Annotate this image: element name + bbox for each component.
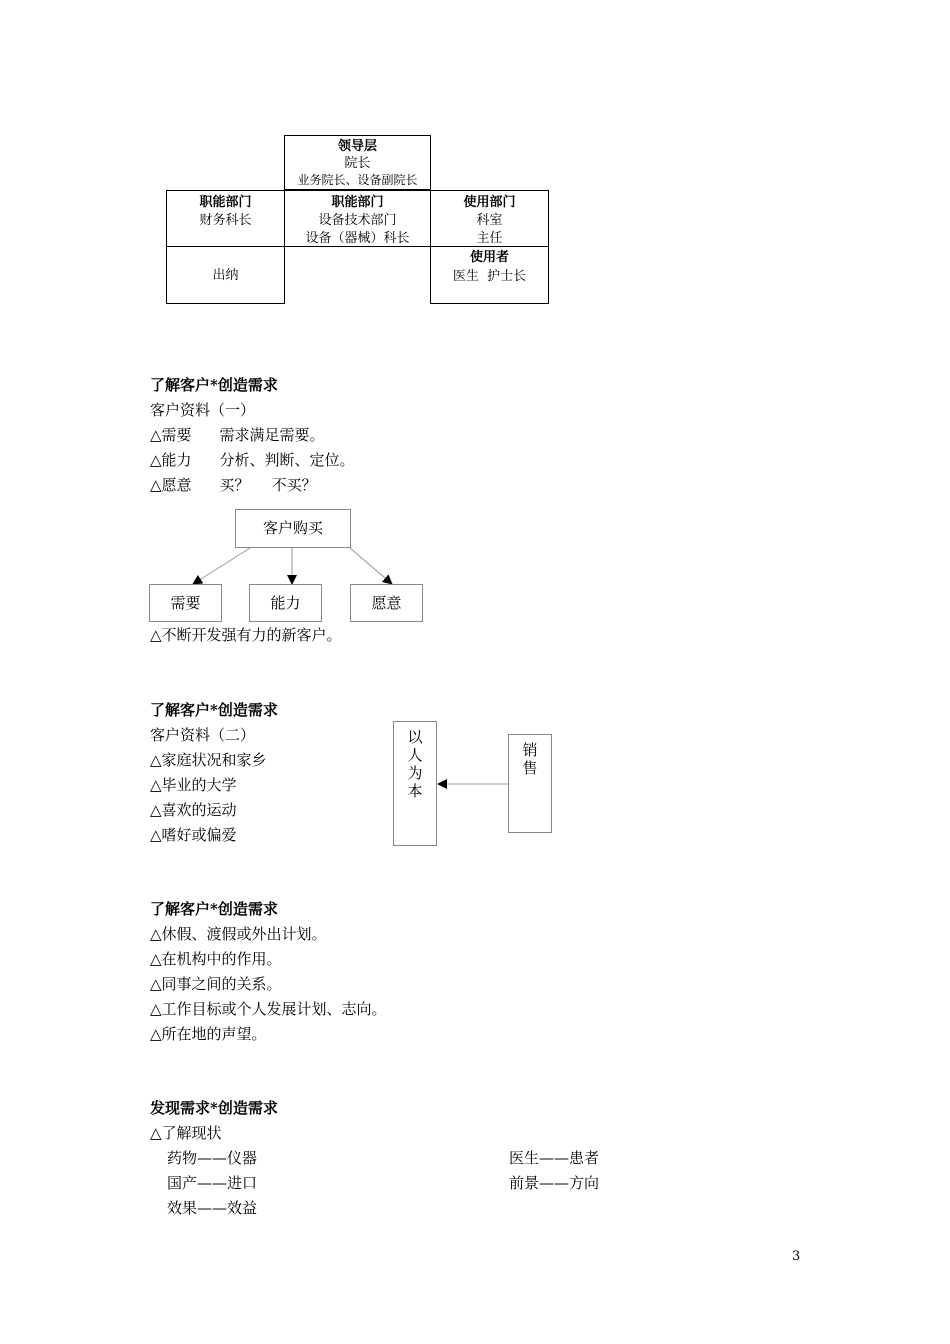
section1-item-label: △需要 — [150, 426, 192, 444]
ability-box: 能力 — [249, 584, 322, 622]
org-usage-line1: 科室 — [476, 213, 503, 228]
section2-item: △家庭状况和家乡 — [150, 751, 267, 769]
sales-text: 销售 — [522, 741, 538, 777]
section4-heading: 发现需求*创造需求 — [150, 1099, 278, 1117]
purchase-box: 客户购买 — [235, 509, 351, 548]
org-leadership-title: 领导层 — [337, 139, 377, 154]
section4-right-item: 前景——方向 — [509, 1174, 600, 1192]
section4-left-item: 药物——仪器 — [167, 1149, 258, 1167]
org-usage-title: 使用部门 — [463, 195, 516, 210]
sales-box — [508, 734, 552, 833]
section4-right-item: 医生——患者 — [509, 1149, 600, 1167]
org-cashier-line1: 出纳 — [212, 268, 239, 283]
section1-item-label: △能力 — [150, 451, 192, 469]
section3-item: △休假、渡假或外出计划。 — [150, 925, 327, 943]
section3-item: △所在地的声望。 — [150, 1025, 267, 1043]
section1-heading: 了解客户*创造需求 — [150, 376, 278, 394]
section1-item-desc2: 不买？ — [271, 476, 317, 494]
page-number: 3 — [792, 1249, 801, 1264]
section4-subheading: △了解现状 — [150, 1124, 222, 1142]
org-technical-title: 职能部门 — [331, 195, 384, 210]
arrow-to-willingness — [350, 548, 392, 584]
section1-item-desc: 买？ — [219, 476, 250, 494]
org-users-line1: 医生 护士长 — [452, 269, 527, 284]
section3-item: △工作目标或个人发展计划、志向。 — [150, 1000, 387, 1018]
org-usage-line2: 主任 — [476, 231, 503, 246]
section3-item: △在机构中的作用。 — [150, 950, 282, 968]
need-box: 需要 — [149, 584, 222, 622]
section4-left-item: 国产——进口 — [167, 1174, 258, 1192]
org-technical-line2: 设备（器械）科长 — [305, 231, 410, 246]
section1-item-desc: 分析、判断、定位。 — [219, 451, 355, 469]
willingness-box: 愿意 — [350, 584, 423, 622]
section2-item: △喜欢的运动 — [150, 801, 237, 819]
org-finance-title: 职能部门 — [199, 195, 252, 210]
org-technical-line1: 设备技术部门 — [318, 213, 397, 228]
section1-subheading: 客户资料（一） — [150, 401, 256, 419]
org-leadership-line1: 院长 — [344, 156, 371, 171]
section1-item-label: △愿意 — [150, 476, 192, 494]
section2-subheading: 客户资料（二） — [150, 726, 256, 744]
section3-item: △同事之间的关系。 — [150, 975, 282, 993]
section1-footer: △不断开发强有力的新客户。 — [150, 626, 342, 644]
section2-item: △嗜好或偏爱 — [150, 826, 237, 844]
section3-heading: 了解客户*创造需求 — [150, 900, 278, 918]
people-first-text: 以人为本 — [407, 728, 423, 800]
org-leadership-line2: 业务院长、设备副院长 — [297, 173, 418, 187]
arrow-to-need — [193, 548, 250, 584]
org-users-title: 使用者 — [469, 250, 509, 265]
section2-item: △毕业的大学 — [150, 776, 237, 794]
section2-heading: 了解客户*创造需求 — [150, 701, 278, 719]
people-first-box — [393, 721, 437, 846]
section4-left-item: 效果——效益 — [167, 1199, 258, 1217]
section1-item-desc: 需求满足需要。 — [219, 426, 325, 444]
org-finance-line1: 财务科长 — [199, 213, 252, 228]
